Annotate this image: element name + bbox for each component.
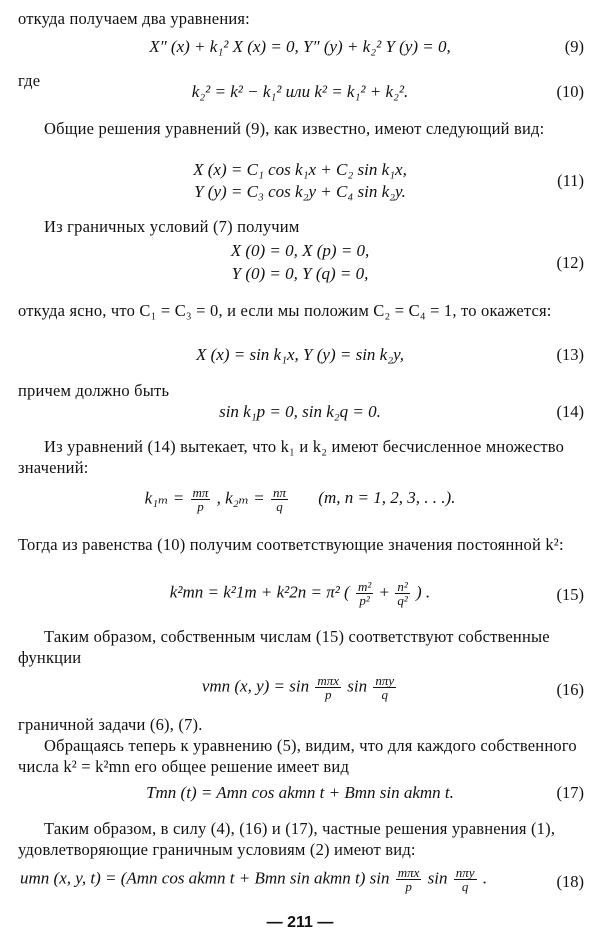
fraction-m-pi-x-over-p — [315, 674, 341, 701]
fraction-n2-over-q2 — [395, 580, 409, 607]
eq18-end: . — [482, 868, 488, 888]
fraction-m-pi-over-p — [191, 486, 211, 513]
plus-sign: + — [379, 582, 390, 602]
equation-number-10: (10) — [556, 82, 584, 101]
eq16-mid: sin — [347, 676, 368, 696]
fraction-numerator: mπx — [397, 865, 420, 880]
equation-number-15: (15) — [556, 585, 584, 604]
fraction-numerator: nπ — [273, 485, 287, 500]
paragraph-1: откуда получаем два уравнения: — [18, 9, 250, 28]
equation-number-13: (13) — [556, 345, 584, 364]
equation-k-values — [0, 486, 600, 513]
fraction-denominator: q² — [397, 593, 408, 608]
fraction-denominator: p² — [359, 593, 370, 608]
k2m-label: , k₂ₘ = — [216, 488, 265, 508]
k1m-label: k₁ₘ = — [144, 488, 185, 508]
equation-number-17: (17) — [556, 783, 584, 802]
equation-18 — [20, 866, 540, 893]
equation-number-12: (12) — [556, 253, 584, 272]
fraction-numerator: nπy — [375, 673, 395, 688]
fraction-numerator: mπ — [192, 485, 209, 500]
fraction-numerator: m² — [357, 579, 372, 594]
paragraph-5: откуда ясно, что C₁ = C₃ = 0, и если мы положим C₂ = C₄ = 1, то окажется: — [18, 301, 552, 320]
equation-12b: Y (0) = 0, Y (q) = 0, — [231, 264, 369, 283]
fraction-denominator: p — [405, 879, 412, 894]
equation-15 — [0, 580, 600, 607]
paragraph-10: граничной задачи (6), (7). — [18, 715, 203, 734]
equation-number-9: (9) — [564, 37, 584, 56]
eq18-left: umn (x, y, t) = (Amn cos akmn t + Bmn sin akmn t) sin — [20, 868, 390, 888]
equation-number-14: (14) — [556, 402, 584, 421]
equation-number-18: (18) — [556, 872, 584, 891]
fraction-denominator: q — [381, 687, 389, 702]
page-number: — 211 — — [266, 914, 334, 931]
paragraph-2: где — [18, 71, 41, 90]
equation-12a: X (0) = 0, X (p) = 0, — [230, 241, 370, 260]
equation-17: Tmn (t) = Amn cos akmn t + Bmn sin akmn t. — [146, 783, 454, 802]
paragraph-7: Из уравнений (14) вытекает, что k₁ и k₂ имеют бесчисленное множество значений: — [18, 437, 565, 477]
eq18-mid: sin — [427, 868, 448, 888]
paragraph-6: причем должно быть — [18, 381, 170, 400]
paragraph-9: Таким образом, собственным числам (15) соответствуют собственные функции — [18, 627, 550, 667]
paragraph-8: Тогда из равенства (10) получим соответствующие значения постоянной k²: — [18, 535, 564, 554]
equation-10: k₂² = k² − k₁² или k² = k₁² + k₂². — [191, 82, 409, 101]
equation-14: sin k₁p = 0, sin k₂q = 0. — [219, 402, 381, 421]
fraction-denominator: p — [324, 687, 332, 702]
fraction-n-pi-y-over-q — [454, 866, 477, 893]
fraction-denominator: q — [461, 879, 469, 894]
fraction-m-pi-x-over-p — [396, 866, 422, 893]
equation-11a: X (x) = C₁ cos k₁x + C₂ sin k₁x, — [193, 160, 407, 179]
equation-number-11: (11) — [557, 171, 584, 190]
eq15-right: ) . — [416, 582, 431, 602]
fraction-n-pi-y-over-q — [373, 674, 396, 701]
paragraph-3: Общие решения уравнений (9), как известно, имеют следующий вид: — [44, 119, 545, 138]
fraction-numerator: mπx — [317, 673, 340, 688]
fraction-denominator: p — [197, 499, 204, 514]
equation-13: X (x) = sin k₁x, Y (y) = sin k₂y, — [195, 345, 404, 364]
eq15-left: k²mn = k²1m + k²2n = π² ( — [169, 582, 350, 602]
paragraph-11: Обращаясь теперь к уравнению (5), видим, что для каждого собственного числа k² = k²mn его общее решение имеет вид — [18, 736, 577, 776]
paragraph-4: Из граничных условий (7) получим — [44, 217, 300, 236]
equation-16 — [0, 674, 600, 701]
paragraph-12: Таким образом, в силу (4), (16) и (17), частные решения уравнения (1), удовлетворяющие граничным условиям (2) имеют вид: — [18, 819, 556, 859]
equation-11b: Y (y) = C₃ cos k₂y + C₄ sin k₂y. — [194, 182, 406, 201]
fraction-n-pi-over-q — [271, 486, 288, 513]
equation-number-16: (16) — [556, 680, 584, 699]
fraction-m2-over-p2 — [356, 580, 373, 607]
fraction-numerator: n² — [397, 579, 408, 594]
fraction-numerator: nπy — [455, 865, 475, 880]
index-range: (m, n = 1, 2, 3, . . .). — [318, 488, 456, 508]
fraction-denominator: q — [276, 499, 283, 514]
equation-9: X″ (x) + k₁² X (x) = 0, Y″ (y) + k₂² Y (y) = 0, — [149, 37, 451, 56]
eq16-left: vmn (x, y) = sin — [201, 676, 310, 696]
